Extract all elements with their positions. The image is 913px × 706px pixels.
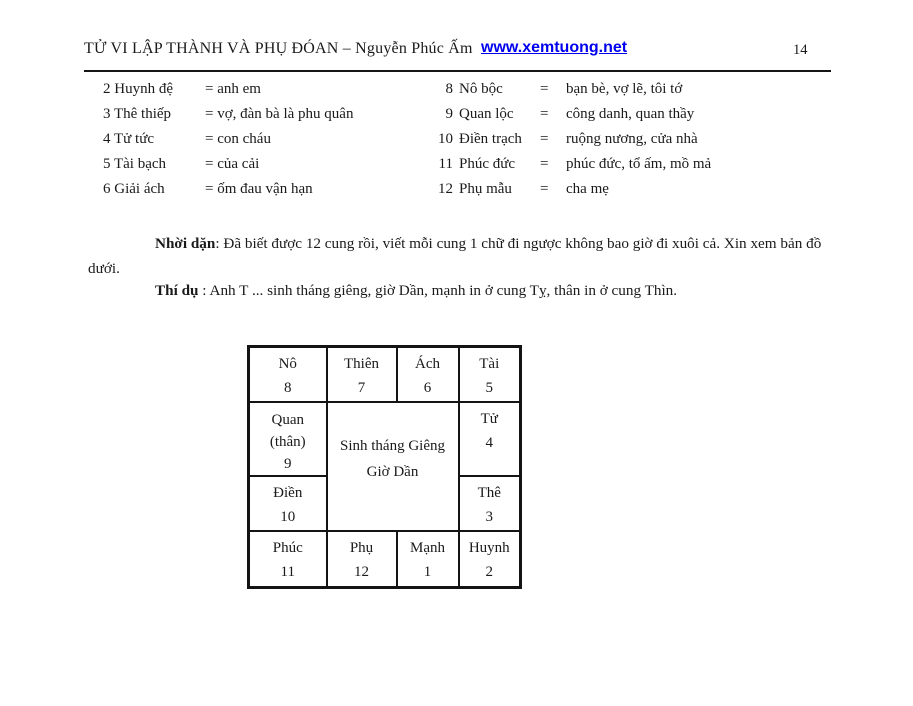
left-term: 6 Giải ách xyxy=(103,181,165,197)
note-example: Thí dụ : Anh T ... sinh tháng giêng, giờ Dần, mạnh in ở cung Tỵ, thân in ở cung Thìn. xyxy=(155,282,678,299)
right-num: 8 xyxy=(445,81,453,97)
cell-quan-than: Quan (thân) 9 xyxy=(249,402,327,476)
right-num: 10 xyxy=(438,131,453,147)
right-num: 12 xyxy=(438,181,453,197)
right-term: Phụ mẫu xyxy=(459,181,512,197)
equals-sign: = xyxy=(540,81,549,97)
cell-phu: Phụ 12 xyxy=(327,531,397,587)
header-divider xyxy=(84,70,831,72)
note-label: Nhời dặn xyxy=(155,235,216,252)
left-term: 2 Huynh đệ xyxy=(103,81,173,97)
cell-phuc: Phúc 11 xyxy=(249,531,327,587)
right-num: 11 xyxy=(438,156,453,172)
definition-row xyxy=(0,81,913,106)
document-title: TỬ VI LẬP THÀNH VÀ PHỤ ĐÓAN – Nguyễn Phúc Ấm xyxy=(84,40,473,57)
note-instruction-line2: dưới. xyxy=(88,260,120,277)
cell-tai: Tài 5 xyxy=(459,347,521,403)
cell-thien: Thiên 7 xyxy=(327,347,397,403)
equals-sign: = xyxy=(540,181,549,197)
right-meaning: cha mẹ xyxy=(566,181,609,197)
cell-tu: Tử 4 xyxy=(459,402,521,476)
left-meaning: = ốm đau vận hạn xyxy=(205,181,313,197)
right-term: Phúc đức xyxy=(459,156,516,172)
cell-ach: Ách 6 xyxy=(397,347,459,403)
definition-row xyxy=(0,156,913,181)
cell-manh: Mạnh 1 xyxy=(397,531,459,587)
page-number: 14 xyxy=(793,42,808,58)
cell-birth-info: Sinh tháng Giêng Giờ Dần xyxy=(327,402,459,531)
left-meaning: = con cháu xyxy=(205,131,271,147)
cell-dien: Điền 10 xyxy=(249,476,327,531)
left-meaning: = vợ, đàn bà là phu quân xyxy=(205,106,354,122)
definition-row xyxy=(0,181,913,206)
right-meaning: công danh, quan thầy xyxy=(566,106,695,122)
right-num: 9 xyxy=(445,106,453,122)
note-label: Thí dụ xyxy=(155,282,199,299)
right-term: Quan lộc xyxy=(459,106,514,122)
equals-sign: = xyxy=(540,131,549,147)
right-meaning: ruộng nương, cửa nhà xyxy=(566,131,698,147)
cell-huynh: Huynh 2 xyxy=(459,531,521,587)
left-term: 5 Tài bạch xyxy=(103,156,167,172)
equals-sign: = xyxy=(540,106,549,122)
left-meaning: = của cải xyxy=(205,156,260,172)
note-instruction-line1: Nhời dặn: Đã biết được 12 cung rồi, viết mỗi cung 1 chữ đi ngược không bao giờ đi xuôi cả. Xin xem bản đồ xyxy=(155,235,822,252)
right-meaning: bạn bè, vợ lẽ, tôi tớ xyxy=(566,81,683,97)
right-term: Nô bộc xyxy=(459,81,503,97)
left-term: 4 Tử tức xyxy=(103,131,154,147)
definition-row xyxy=(0,106,913,131)
left-term: 3 Thê thiếp xyxy=(103,106,172,122)
definition-row xyxy=(0,131,913,156)
equals-sign: = xyxy=(540,156,549,172)
right-meaning: phúc đức, tổ ấm, mồ mả xyxy=(566,156,712,172)
website-link[interactable]: www.xemtuong.net xyxy=(481,39,628,56)
right-term: Điền trạch xyxy=(459,131,522,147)
cell-the: Thê 3 xyxy=(459,476,521,531)
left-meaning: = anh em xyxy=(205,81,261,97)
cung-chart-table xyxy=(247,345,522,589)
cell-no: Nô 8 xyxy=(249,347,327,403)
